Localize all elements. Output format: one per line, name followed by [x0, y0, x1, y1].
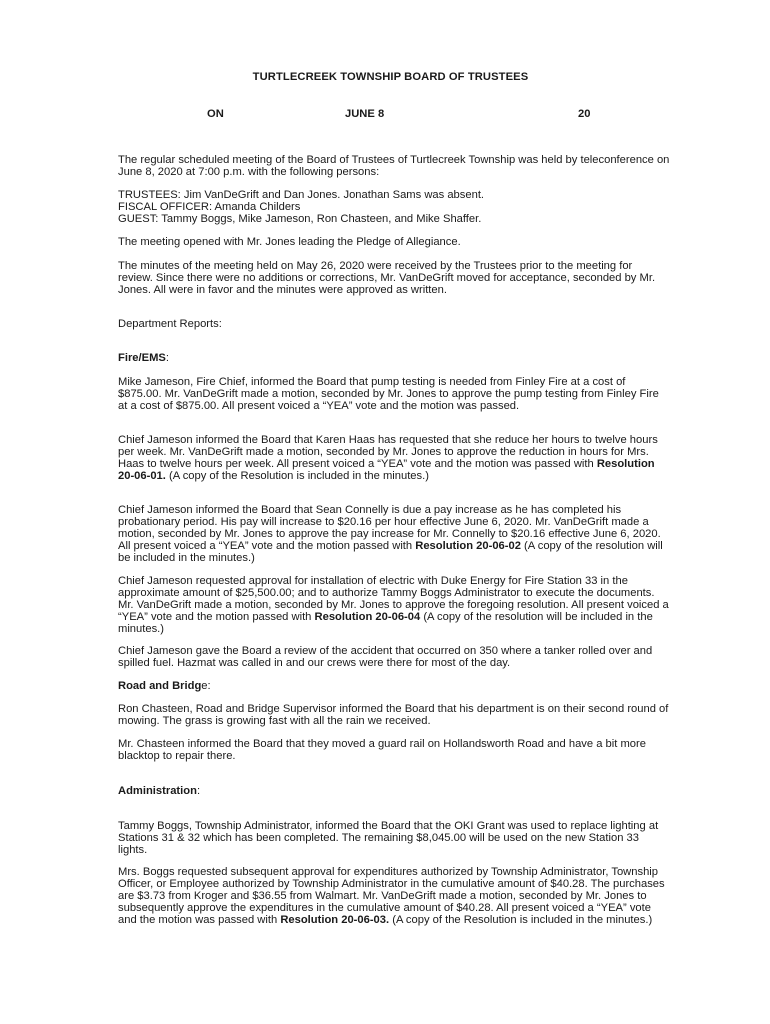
fire-paragraph-5: Chief Jameson gave the Board a review of the accident that occurred on 350 where a tanker rolled over and spilled fuel. Hazmat was called in and our crews were there for most of the day. — [118, 645, 653, 669]
resolution-20-06-02: Resolution 20-06-02 — [415, 539, 521, 552]
pledge-paragraph: The meeting opened with Mr. Jones leading the Pledge of Allegiance. — [118, 236, 461, 248]
road-paragraph-1: Ron Chasteen, Road and Bridge Supervisor informed the Board that his department is on their second round of mowing. The grass is growing fast with all the rain we received. — [118, 703, 669, 727]
resolution-20-06-01: Resolution 20-06-01. — [118, 457, 655, 482]
guest-line: GUEST: Tammy Boggs, Mike Jameson, Ron Chasteen, and Mike Shaffer. — [118, 213, 482, 225]
admin-p2-note: (A copy of the Resolution is included in the minutes.) — [389, 913, 653, 926]
fire-p3-note: (A copy of the resolution will be included in the minutes.) — [118, 539, 663, 564]
resolution-20-06-03: Resolution 20-06-03. — [280, 913, 390, 926]
road-bridge-label: Road and Bridg — [118, 680, 202, 692]
department-reports-heading: Department Reports: — [118, 318, 222, 330]
fire-ems-heading — [118, 353, 670, 365]
fire-p4-text: Chief Jameson requested approval for installation of electric with Duke Energy for Fire Station 33 in the approximate amount of $25,500.00; and to authorize Tammy Boggs Administrator to execute the documents. Mr. VanDeGrift made a motion, seconded by Mr. Jones to approve the foregoing resolution. All present voiced a “YEA” vote and the motion passed with — [118, 575, 669, 623]
admin-paragraph-2 — [118, 867, 670, 927]
trustees-line: TRUSTEES: Jim VanDeGrift and Dan Jones. Jonathan Sams was absent. — [118, 189, 485, 201]
fire-ems-colon: : — [165, 352, 169, 364]
administration-colon: : — [196, 785, 201, 797]
administration-label: Administration — [118, 785, 197, 797]
header-on: ON — [207, 108, 224, 120]
admin-p2-text: Mrs. Boggs requested subsequent approval for expenditures authorized by Township Administrator, Township Officer, or Employee authorized by Township Administrator in the cumulative amount of $40.28. The purchases are $3.73 from Kroger and $36.55 from Walmart. Mr. VanDeGrift made a motion, seconded by Mr. Jones to subsequently approve the expenditures in the cumulative amount of $40.28. All present voiced a “YEA” vote and the motion was passed with — [118, 866, 665, 926]
admin-paragraph-1: Tammy Boggs, Township Administrator, informed the Board that the OKI Grant was used to replace lighting at Stations 31 & 32 which has been completed. The remaining $8,045.00 will be used on the new Station 33 lights. — [118, 820, 659, 856]
fire-p2-note: (A copy of the Resolution is included in the minutes.) — [165, 469, 429, 482]
fire-paragraph-3 — [118, 505, 670, 565]
fire-p3-text: Chief Jameson informed the Board that Sean Connelly is due a pay increase as he has completed his probationary period. His pay will increase to $20.16 per hour effective June 6, 2020. Mr. VanDeGrift made a motion, seconded by Mr. Jones to approve the pay increase for Mr. Connelly to $20.16 effective June 6, 2020. All present voiced a “YEA” vote and the motion passed with — [118, 504, 661, 552]
fire-paragraph-2 — [118, 435, 670, 483]
header-date: JUNE 8 — [345, 108, 385, 120]
fire-paragraph-4 — [118, 576, 670, 636]
fiscal-officer-line: FISCAL OFFICER: Amanda Childers — [118, 201, 301, 213]
intro-paragraph: The regular scheduled meeting of the Board of Trustees of Turtlecreek Township was held by teleconference on June 8, 2020 at 7:00 p.m. with the following persons: — [118, 154, 670, 178]
fire-ems-label: Fire/EMS — [118, 352, 166, 364]
minutes-paragraph: The minutes of the meeting held on May 26, 2020 were received by the Trustees prior to the meeting for review. Since there were no additions or corrections, Mr. VanDeGrift moved for acceptance, seconded by Mr. Jones. All were in favor and the minutes were approved as written. — [118, 260, 656, 296]
fire-paragraph-1: Mike Jameson, Fire Chief, informed the Board that pump testing is needed from Finley Fire at a cost of $875.00. Mr. VanDeGrift made a motion, seconded by Mr. Jones to approve the pump testing from Finley Fire at a cost of $875.00. All present voiced a “YEA” vote and the motion was passed. — [118, 376, 659, 412]
road-paragraph-2: Mr. Chasteen informed the Board that they moved a guard rail on Hollandsworth Road and have a bit more blacktop to repair there. — [118, 738, 646, 762]
fire-p2-text: Chief Jameson informed the Board that Karen Haas has requested that she reduce her hours to twelve hours per week. Mr. VanDeGrift made a motion, seconded by Mr. Jones to approve the reduction in hours for Mrs. Haas to twelve hours per week. All present voiced a “YEA” vote and the motion was passed with — [118, 434, 658, 470]
fire-p4-note: (A copy of the resolution will be included in the minutes.) — [118, 610, 653, 635]
document-title: TURTLECREEK TOWNSHIP BOARD OF TRUSTEES — [252, 71, 529, 83]
road-bridge-heading — [118, 681, 670, 693]
administration-heading — [118, 786, 670, 798]
resolution-20-06-04: Resolution 20-06-04 — [314, 610, 421, 623]
header-year: 20 — [578, 108, 591, 120]
road-bridge-tail: e: — [201, 680, 211, 692]
